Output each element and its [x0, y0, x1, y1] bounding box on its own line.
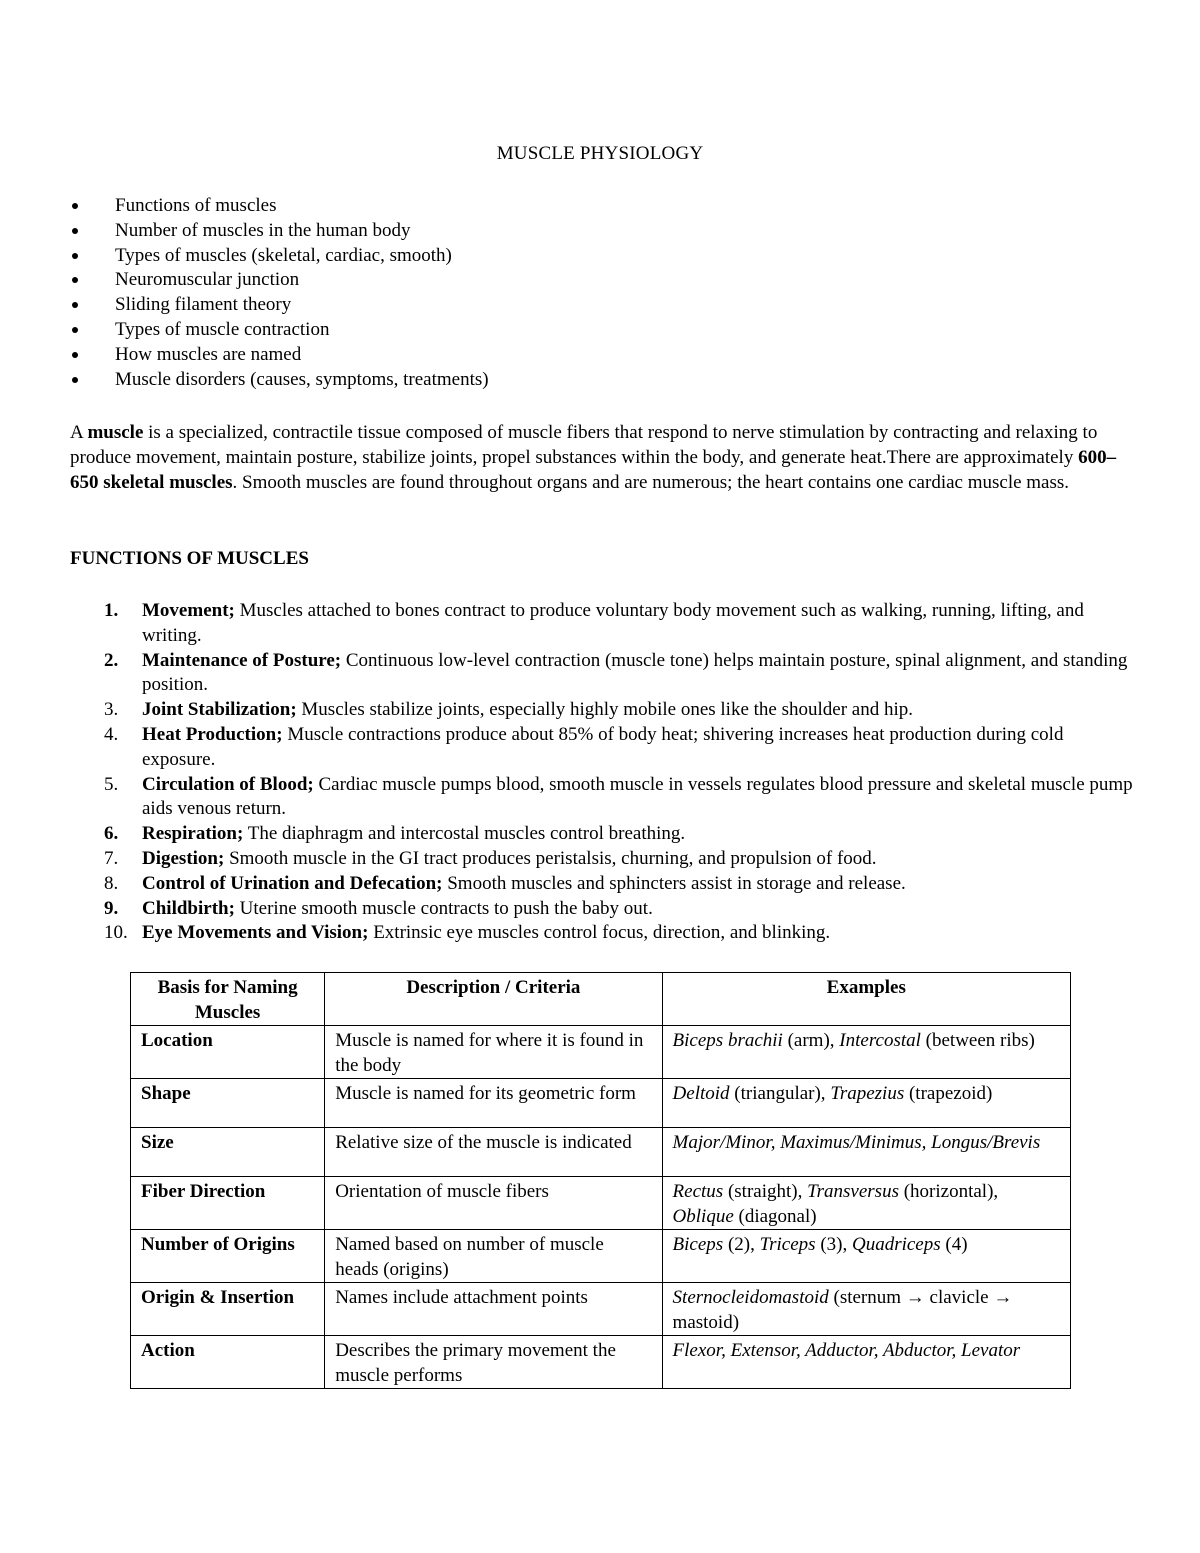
- function-number: 5.: [104, 773, 119, 795]
- muscle-count: 600–650 skeletal muscles: [70, 447, 1117, 493]
- function-number: 8.: [104, 872, 119, 894]
- function-description: Cardiac muscle pumps blood, smooth muscle in vessels regulates blood pressure and skeletal muscle pump aids venous return.: [142, 773, 1133, 820]
- example-note: (triangular),: [729, 1083, 831, 1104]
- example-term: Biceps brachii: [672, 1030, 783, 1051]
- example-note: (arm),: [782, 1030, 840, 1051]
- description-cell: Describes the primary movement the muscle performs: [325, 1336, 662, 1389]
- function-term: Joint Stabilization;: [142, 699, 297, 721]
- example-term: Flexor, Extensor, Adductor, Abductor, Levator: [672, 1340, 1021, 1361]
- function-term: Movement;: [142, 600, 235, 621]
- bullet-icon: [72, 327, 78, 333]
- function-term: Maintenance of Posture;: [142, 649, 342, 671]
- function-item: [70, 698, 1140, 723]
- examples-cell: [662, 1128, 1070, 1177]
- function-description: Continuous low-level contraction (muscle tone) helps maintain posture, spinal alignment, and standing position.: [142, 649, 1128, 696]
- examples-cell: [662, 1230, 1070, 1283]
- example-note: (2),: [723, 1234, 760, 1255]
- function-number: 10.: [104, 922, 128, 944]
- example-note: (sternum → clavicle → mastoid): [672, 1287, 1013, 1333]
- example-note: (4): [940, 1234, 968, 1255]
- description-cell: Muscle is named for where it is found in the body: [325, 1026, 662, 1079]
- description-cell: Names include attachment points: [325, 1283, 662, 1336]
- basis-cell: Shape: [131, 1079, 325, 1128]
- table-row: [131, 1079, 1071, 1128]
- example-term: Quadriceps: [851, 1234, 941, 1255]
- example-note: (between ribs): [920, 1030, 1035, 1051]
- function-description: Extrinsic eye muscles control focus, direction, and blinking.: [368, 922, 831, 944]
- bullet-icon: [72, 352, 78, 358]
- function-term: Digestion;: [142, 847, 225, 869]
- examples-cell: [662, 1336, 1070, 1389]
- function-description: The diaphragm and intercostal muscles control breathing.: [243, 823, 686, 845]
- bullet-icon: [72, 203, 78, 209]
- description-cell: Named based on number of muscle heads (origins): [325, 1230, 662, 1283]
- function-number: 7.: [104, 847, 119, 869]
- table-row: [131, 1336, 1071, 1389]
- function-number: 4.: [104, 723, 119, 745]
- example-term: Sternocleidomastoid: [672, 1287, 829, 1308]
- function-description: Muscles stabilize joints, especially highly mobile ones like the shoulder and hip.: [296, 699, 913, 721]
- table-header: Description / Criteria: [325, 973, 662, 1026]
- function-term: Heat Production;: [142, 723, 283, 745]
- function-item: [70, 847, 1140, 872]
- table-row: [131, 1283, 1071, 1336]
- function-item: [70, 872, 1140, 897]
- basis-cell: Fiber Direction: [131, 1177, 325, 1230]
- example-term: Intercostal: [839, 1030, 921, 1051]
- functions-list: [70, 599, 1140, 946]
- examples-cell: [662, 1026, 1070, 1079]
- examples-cell: [662, 1177, 1070, 1230]
- description-cell: Muscle is named for its geometric form: [325, 1079, 662, 1128]
- example-note: (diagonal): [733, 1206, 817, 1227]
- example-term: Deltoid: [672, 1083, 730, 1104]
- function-item: [70, 773, 1140, 823]
- example-note: (horizontal),: [898, 1181, 999, 1202]
- list-item: Neuromuscular junction: [70, 268, 489, 293]
- intro-paragraph: A muscle is a specialized, contractile tissue composed of muscle fibers that respond to nerve stimulation by contracting and relaxing to produce movement, maintain posture, stabilize joints, propel substances within the body, and generate heat.There are approximately 600–650 skeletal muscles. Smooth muscles are found throughout organs and are numerous; the heart contains one cardiac muscle mass.: [70, 422, 1117, 493]
- function-term: Childbirth;: [142, 897, 235, 919]
- function-description: Muscles attached to bones contract to produce voluntary body movement such as walking, running, lifting, and writing.: [142, 600, 1084, 646]
- example-note: (straight),: [723, 1181, 808, 1202]
- example-term: Transversus: [807, 1181, 899, 1202]
- function-term: Control of Urination and Defecation;: [142, 872, 443, 894]
- bullet-icon: [72, 277, 78, 283]
- list-item: Types of muscle contraction: [70, 318, 489, 343]
- basis-cell: Size: [131, 1128, 325, 1177]
- function-number: 6.: [104, 823, 119, 845]
- table-header-row: [131, 973, 1071, 1026]
- table-row: [131, 1177, 1071, 1230]
- function-number: 3.: [104, 699, 119, 721]
- function-description: Muscle contractions produce about 85% of body heat; shivering increases heat production during cold exposure.: [142, 723, 1064, 770]
- function-item: [70, 599, 1140, 649]
- function-description: Smooth muscle in the GI tract produces peristalsis, churning, and propulsion of food.: [224, 847, 877, 869]
- bullet-icon: [72, 377, 78, 383]
- example-note: (3),: [815, 1234, 852, 1255]
- example-term: Oblique: [672, 1206, 734, 1227]
- functions-heading: FUNCTIONS OF MUSCLES: [70, 548, 309, 569]
- function-item: [70, 921, 1140, 946]
- naming-table: [130, 972, 1071, 1389]
- list-item: How muscles are named: [70, 343, 489, 368]
- function-term: Respiration;: [142, 823, 244, 845]
- example-term: Trapezius: [830, 1083, 905, 1104]
- function-item: [70, 723, 1140, 773]
- bullet-icon: [72, 302, 78, 308]
- example-term: Biceps: [672, 1234, 724, 1255]
- example-term: Rectus: [672, 1181, 724, 1202]
- examples-cell: [662, 1079, 1070, 1128]
- function-number: 1.: [104, 600, 119, 621]
- example-note: (trapezoid): [904, 1083, 993, 1104]
- basis-cell: Number of Origins: [131, 1230, 325, 1283]
- example-term: Triceps: [759, 1234, 816, 1255]
- table-header: Examples: [662, 973, 1070, 1026]
- bullet-icon: [72, 228, 78, 234]
- table-header: Basis for Naming Muscles: [131, 973, 325, 1026]
- table-row: [131, 1230, 1071, 1283]
- list-item: Functions of muscles: [70, 194, 489, 219]
- example-term: Major/Minor, Maximus/Minimus, Longus/Brevis: [672, 1132, 1041, 1153]
- page-title: MUSCLE PHYSIOLOGY: [496, 143, 704, 164]
- description-cell: Orientation of muscle fibers: [325, 1177, 662, 1230]
- function-description: Uterine smooth muscle contracts to push the baby out.: [234, 897, 653, 919]
- function-number: 2.: [104, 649, 119, 671]
- basis-cell: Location: [131, 1026, 325, 1079]
- function-item: [70, 897, 1140, 922]
- list-item: Sliding filament theory: [70, 293, 489, 318]
- basis-cell: Origin & Insertion: [131, 1283, 325, 1336]
- examples-cell: [662, 1283, 1070, 1336]
- function-item: [70, 649, 1140, 699]
- bullet-icon: [72, 253, 78, 259]
- muscle-term: muscle: [87, 422, 144, 443]
- table-row: [131, 1026, 1071, 1079]
- basis-cell: Action: [131, 1336, 325, 1389]
- function-item: [70, 822, 1140, 847]
- list-item: Muscle disorders (causes, symptoms, treatments): [70, 368, 489, 393]
- topic-list: [70, 194, 489, 392]
- function-number: 9.: [104, 897, 119, 919]
- list-item: Types of muscles (skeletal, cardiac, smooth): [70, 244, 489, 269]
- description-cell: Relative size of the muscle is indicated: [325, 1128, 662, 1177]
- function-term: Eye Movements and Vision;: [142, 922, 369, 944]
- function-description: Smooth muscles and sphincters assist in storage and release.: [442, 872, 906, 894]
- function-term: Circulation of Blood;: [142, 773, 314, 795]
- table-row: [131, 1128, 1071, 1177]
- list-item: Number of muscles in the human body: [70, 219, 489, 244]
